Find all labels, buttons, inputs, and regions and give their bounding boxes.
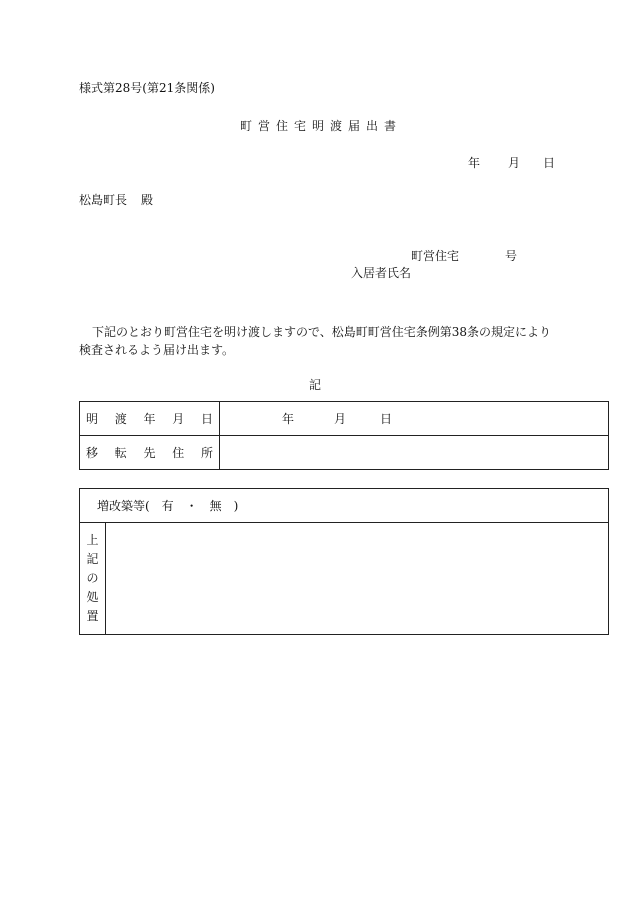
housing-line (411, 249, 517, 263)
form-number: 様式第28号(第21条関係) (79, 81, 215, 95)
table-row (80, 436, 609, 470)
addressee (79, 193, 153, 207)
addressee-honorific: 殿 (141, 193, 154, 207)
table-row (80, 402, 609, 436)
vacate-day-label: 日 (380, 412, 393, 426)
disposition-field[interactable] (106, 523, 609, 635)
renovation-header: 増改築等( 有 ・ 無 ) (80, 489, 609, 523)
date-year-label: 年 (468, 156, 481, 170)
table-row (80, 489, 609, 523)
body-text: 下記のとおり町営住宅を明け渡しますので、松島町町営住宅条例第38条の規定により検査されるよう届け出ます。 (79, 325, 552, 357)
new-address-field[interactable] (220, 436, 609, 470)
document-title: 町営住宅明渡届出書 (240, 119, 403, 133)
vacate-month-label: 月 (334, 412, 347, 426)
addressee-name: 松島町長 (79, 193, 128, 207)
vacate-info-table (79, 401, 609, 470)
date-line (468, 156, 555, 170)
ki-heading: 記 (309, 378, 322, 392)
disposition-label: 上 記 の 処 置 (80, 523, 106, 635)
renovation-table (79, 488, 609, 635)
table-row (80, 523, 609, 635)
vacate-year-label: 年 (282, 412, 295, 426)
vacate-date-label: 明 渡 年 月 日 (80, 402, 220, 436)
resident-name-label: 入居者氏名 (351, 266, 412, 280)
housing-number-label: 号 (505, 249, 518, 263)
date-month-label: 月 (508, 156, 521, 170)
vacate-date-field[interactable] (220, 402, 609, 436)
date-day-label: 日 (543, 156, 556, 170)
housing-label: 町営住宅 (411, 249, 460, 263)
new-address-label: 移 転 先 住 所 (80, 436, 220, 470)
